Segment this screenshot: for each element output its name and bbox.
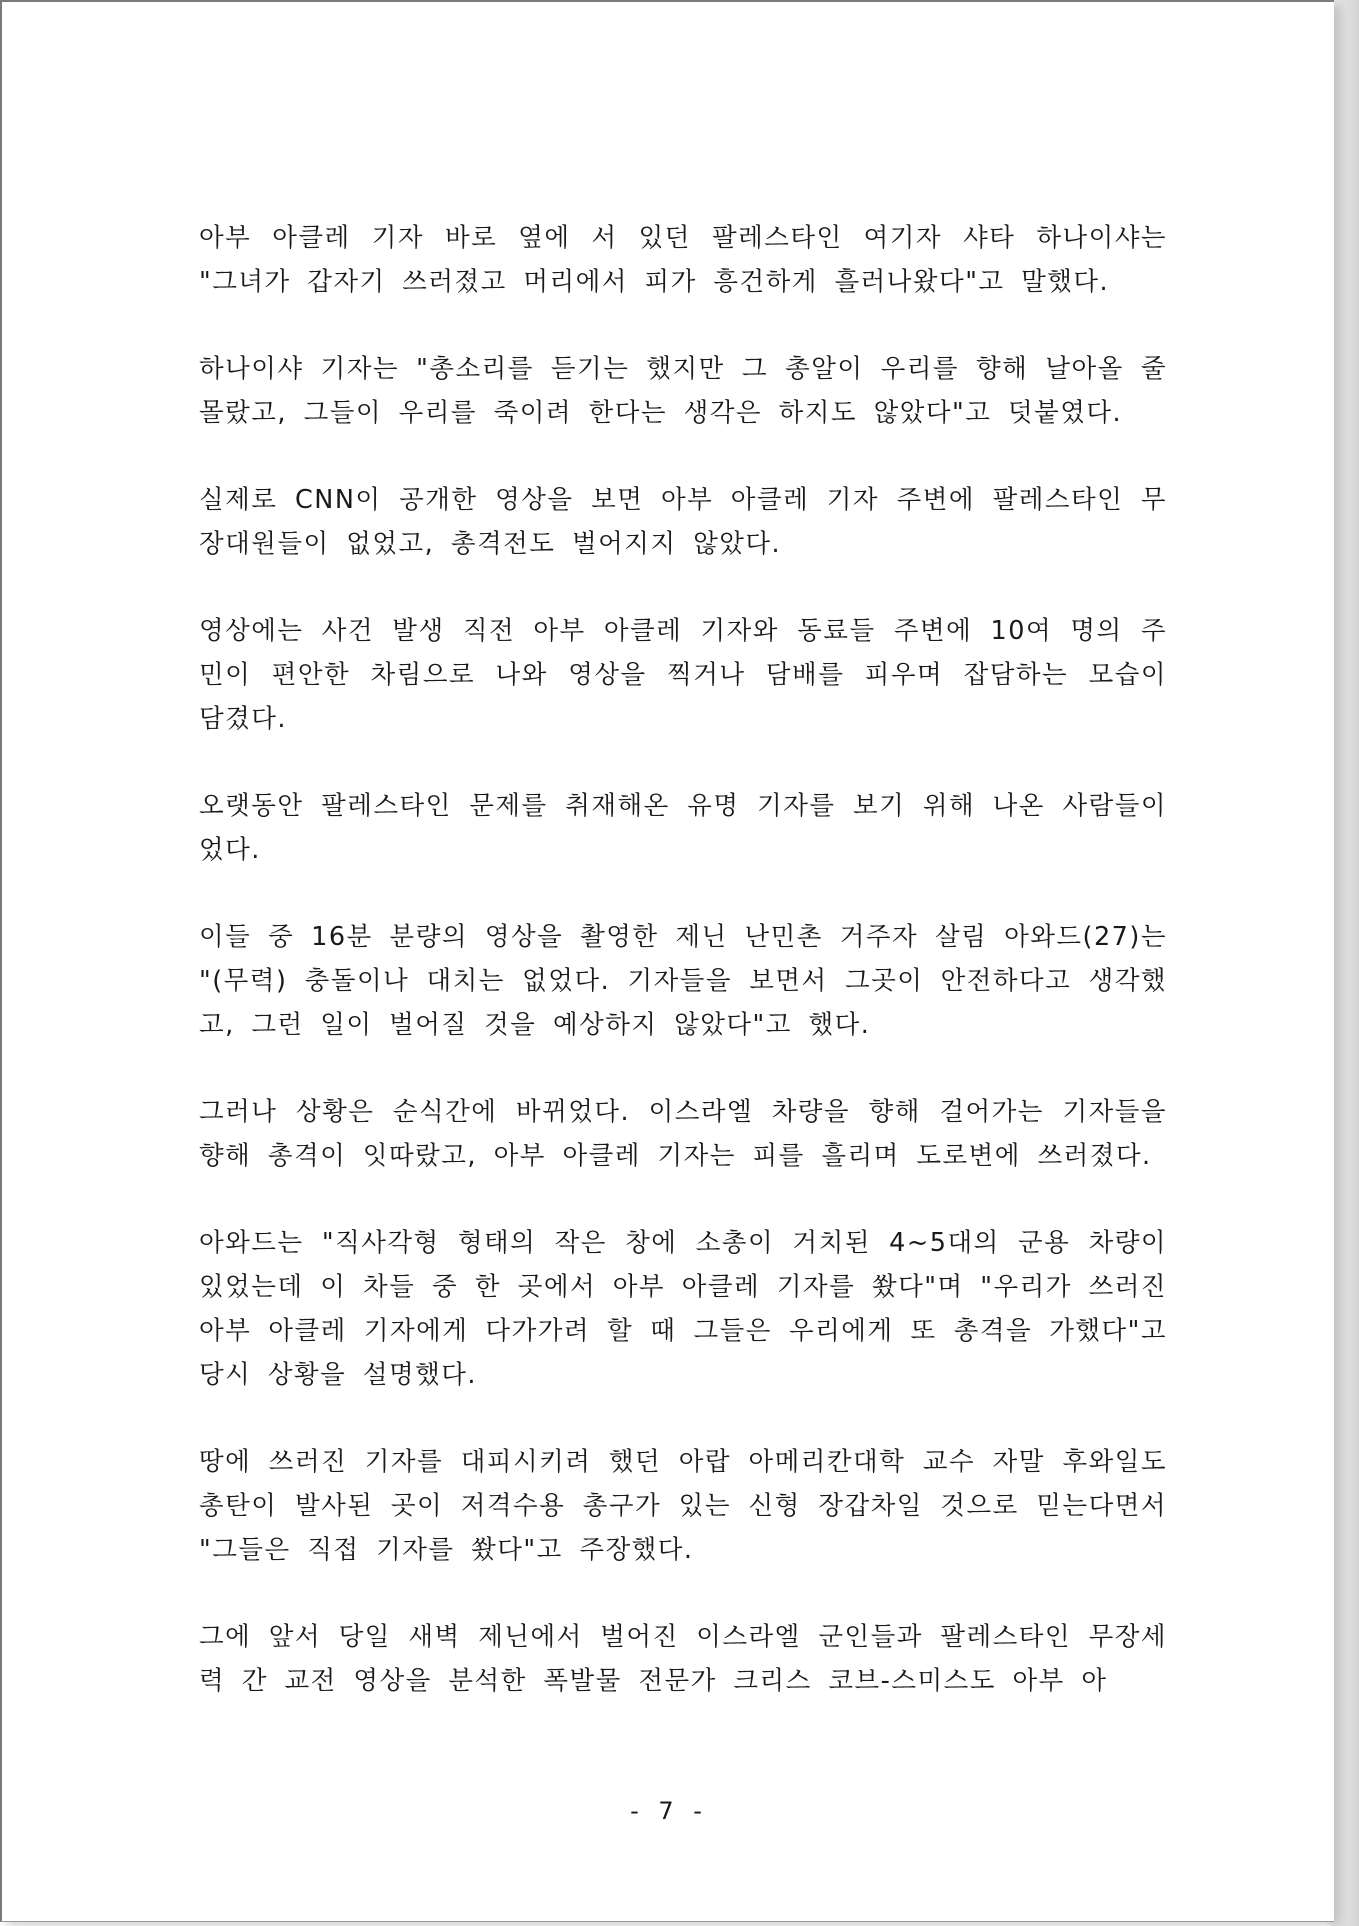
paragraph: 오랫동안 팔레스타인 문제를 취재해온 유명 기자를 보기 위해 나온 사람들이었다. [199, 791, 1167, 865]
paragraph: 이들 중 16분 분량의 영상을 촬영한 제닌 난민촌 거주자 살림 아와드(27)는 "(무력) 충돌이나 대치는 없었다. 기자들을 보면서 그곳이 안전하다고 생각했고, 그런 일이 벌어질 것을 예상하지 않았다"고 했다. [199, 922, 1167, 1040]
page-body [199, 216, 1167, 1746]
paragraph: 그에 앞서 당일 새벽 제닌에서 벌어진 이스라엘 군인들과 팔레스타인 무장세력 간 교전 영상을 분석한 폭발물 전문가 크리스 코브-스미스도 아부 아 [199, 1622, 1167, 1696]
paragraph: 하나이샤 기자는 "총소리를 듣기는 했지만 그 총알이 우리를 향해 날아올 줄 몰랐고, 그들이 우리를 죽이려 한다는 생각은 하지도 않았다"고 덧붙였다. [199, 354, 1167, 428]
page-number: - 7 - [630, 1797, 708, 1825]
paragraph: 아와드는 "직사각형 형태의 작은 창에 소총이 거치된 4~5대의 군용 차량이 있었는데 이 차들 중 한 곳에서 아부 아클레 기자를 쐈다"며 "우리가 쓰러진 아부 아클레 기자에게 다가가려 할 때 그들은 우리에게 또 총격을 가했다"고 당시 상황을 설명했다. [199, 1228, 1167, 1390]
paragraph: 아부 아클레 기자 바로 옆에 서 있던 팔레스타인 여기자 샤타 하나이샤는 "그녀가 갑자기 쓰러졌고 머리에서 피가 흥건하게 흘러나왔다"고 말했다. [199, 223, 1167, 297]
paragraph: 영상에는 사건 발생 직전 아부 아클레 기자와 동료들 주변에 10여 명의 주민이 편안한 차림으로 나와 영상을 찍거나 담배를 피우며 잡담하는 모습이 담겼다. [199, 616, 1167, 734]
paragraph: 그러나 상황은 순식간에 바뀌었다. 이스라엘 차량을 향해 걸어가는 기자들을 향해 총격이 잇따랐고, 아부 아클레 기자는 피를 흘리며 도로변에 쓰러졌다. [199, 1097, 1167, 1171]
paragraph: 땅에 쓰러진 기자를 대피시키려 했던 아랍 아메리칸대학 교수 자말 후와일도 총탄이 발사된 곳이 저격수용 총구가 있는 신형 장갑차일 것으로 믿는다면서 "그들은 직접 기자를 쐈다"고 주장했다. [199, 1447, 1167, 1565]
paragraph: 실제로 CNN이 공개한 영상을 보면 아부 아클레 기자 주변에 팔레스타인 무장대원들이 없었고, 총격전도 벌어지지 않았다. [199, 485, 1167, 559]
